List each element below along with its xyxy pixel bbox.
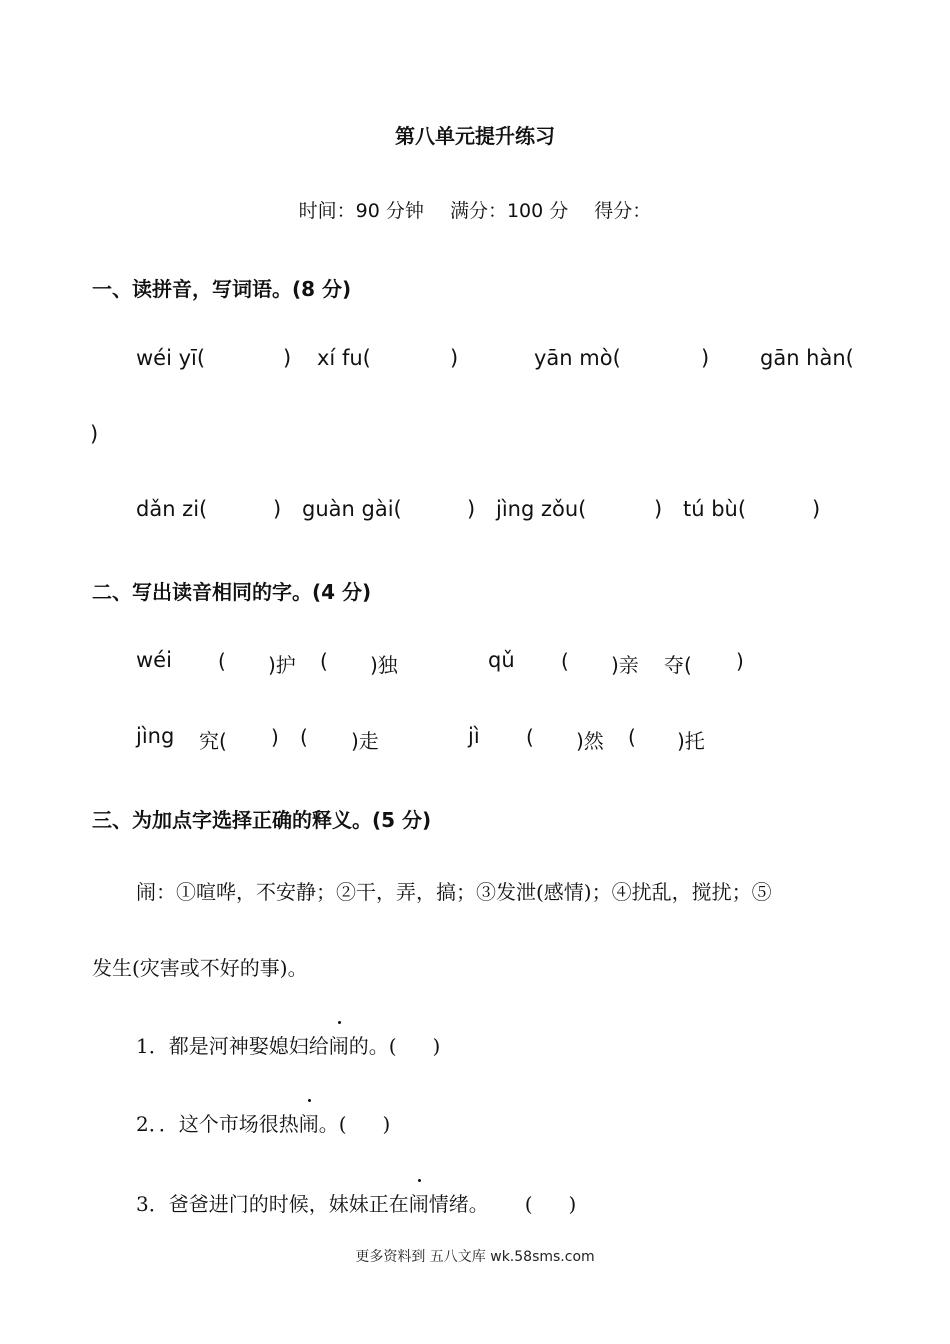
char-item: 夺( [664, 653, 692, 677]
dotted-char: 闹 [299, 1108, 319, 1137]
pinyin-label: jìng [136, 724, 175, 748]
blank-close: ) [467, 497, 476, 521]
blank-close: ) [568, 1192, 577, 1216]
question-number: 3． [136, 1192, 169, 1216]
definition-line-2: 发生(灾害或不好的事)。 [92, 956, 308, 980]
blank-close: ) [736, 649, 744, 673]
question-number: 1． [136, 1034, 169, 1058]
exam-meta [0, 196, 950, 223]
question-text: 情绪。 [428, 1192, 489, 1216]
footer-text: 更多资料到 五八文库 wk.58sms.com [355, 1249, 595, 1265]
blank-open: ( [300, 725, 308, 749]
question-number: 2．． [136, 1112, 179, 1136]
blank-open: ( [628, 725, 636, 749]
question-1 [136, 1030, 440, 1059]
blank-close: ) [432, 1034, 441, 1058]
blank-close: ) [450, 346, 459, 370]
full-score-label: 满分：100 分 [449, 200, 569, 222]
blank-close: ) [271, 725, 279, 749]
question-text: 。( [318, 1112, 347, 1136]
definition-line-1: 闹：①喧哗，不安静；②干，弄，搞；③发泄(感情)；④扰乱，搅扰；⑤ [136, 880, 772, 904]
pinyin-item: xí fu( [317, 346, 371, 370]
question-text: 爸爸进门的时候，妹妹正在 [168, 1192, 409, 1216]
char-item: )独 [370, 653, 398, 677]
page-title: 第八单元提升练习 [395, 124, 555, 148]
pinyin-item: wéi yī( [136, 346, 206, 370]
question-2 [136, 1108, 390, 1137]
blank-close: ) [382, 1112, 391, 1136]
blank-open: ( [320, 649, 328, 673]
blank-open: ( [524, 1192, 533, 1216]
question-3 [136, 1188, 576, 1217]
blank-open: ( [526, 725, 534, 749]
pinyin-item: gān hàn( [760, 346, 854, 370]
dotted-char: 闹 [329, 1030, 349, 1059]
pinyin-item: tú bù( [683, 497, 747, 521]
pinyin-item: jìng zǒu( [496, 497, 587, 521]
blank-close: ) [654, 497, 663, 521]
pinyin-item: dǎn zi( [136, 497, 208, 521]
pinyin-label: wéi [136, 648, 172, 672]
char-item: )护 [268, 653, 296, 677]
blank-close: ) [812, 497, 821, 521]
blank-close: ) [283, 346, 292, 370]
blank-close: ) [701, 346, 710, 370]
question-text: 都是河神娶媳妇给 [168, 1034, 329, 1058]
pinyin-item: yān mò( [534, 346, 621, 370]
char-item: 究( [199, 729, 227, 753]
char-item: )走 [351, 729, 379, 753]
question-text: 这个市场很热 [178, 1112, 299, 1136]
char-item: )托 [677, 729, 705, 753]
blank-close: ) [273, 497, 282, 521]
time-label: 时间：90 分钟 [298, 200, 424, 222]
dotted-char: 闹 [409, 1188, 429, 1217]
blank-open: ( [218, 649, 226, 673]
blank-open: ( [561, 649, 569, 673]
blank-close: ) [90, 422, 99, 446]
section-2-heading: 二、写出读音相同的字。(4 分) [92, 580, 372, 604]
pinyin-item: guàn gài( [302, 497, 402, 521]
pinyin-label: jì [468, 724, 480, 748]
question-text: 的。( [348, 1034, 397, 1058]
char-item: )亲 [611, 653, 639, 677]
char-item: )然 [576, 729, 604, 753]
score-label: 得分： [594, 200, 652, 222]
section-1-heading: 一、读拼音，写词语。(8 分) [92, 277, 352, 301]
pinyin-label: qǔ [488, 648, 515, 672]
section-3-heading: 三、为加点字选择正确的释义。(5 分) [92, 808, 432, 832]
